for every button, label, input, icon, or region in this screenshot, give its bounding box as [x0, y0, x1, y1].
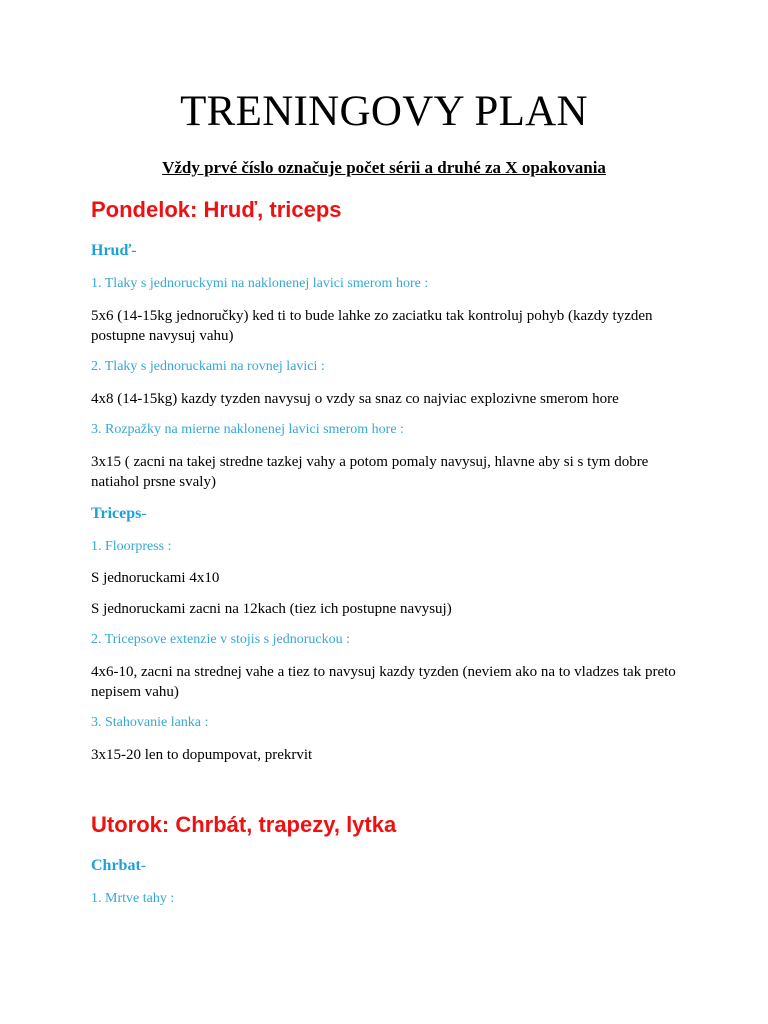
exercise-title: 1. Tlaky s jednoruckymi na naklonenej lavici smerom hore : — [91, 276, 429, 291]
exercise-note: 5x6 (14-15kg jednoručky) ked ti to bude lahke zo zaciatku tak kontroluj pohyb (kazdy tyzden postupne navysuj vahu) — [91, 308, 653, 344]
exercise-title: 3. Rozpažky na mierne naklonenej lavici smerom hore : — [91, 422, 404, 437]
group-name: Hruď — [91, 242, 132, 259]
exercise-note: S jednoruckami 4x10 — [91, 570, 220, 586]
day-heading-pondelok: Pondelok: Hruď, triceps — [91, 197, 342, 222]
exercise-note: S jednoruckami zacni na 12kach (tiez ich postupne navysuj) — [91, 601, 452, 617]
group-name: Triceps — [91, 505, 142, 522]
group-name: Chrbat — [91, 857, 141, 874]
exercise-note: 3x15 ( zacni na takej stredne tazkej vahy a potom pomaly navysuj, hlavne aby si s tym dobre natiahol prsne svaly) — [91, 454, 649, 490]
day-heading-utorok: Utorok: Chrbát, trapezy, lytka — [91, 812, 397, 837]
exercise-title: 1. Mrtve tahy : — [91, 891, 175, 906]
group-suffix: - — [131, 242, 137, 259]
group-suffix: - — [140, 857, 147, 874]
page-title: TRENINGOVY PLAN — [180, 88, 588, 135]
page-subtitle: Vždy prvé číslo označuje počet sérii a druhé za X opakovania — [162, 158, 606, 177]
exercise-note: 4x8 (14-15kg) kazdy tyzden navysuj o vzdy sa snaz co najviac explozivne smerom hore — [91, 391, 619, 407]
exercise-title: 2. Tlaky s jednoruckami na rovnej lavici : — [91, 359, 325, 374]
exercise-title: 1. Floorpress : — [91, 539, 172, 554]
group-heading-hrud — [91, 241, 137, 261]
exercise-note: 4x6-10, zacni na strednej vahe a tiez to navysuj kazdy tyzden (neviem ako na to vladzes tak preto nepisem vahu) — [91, 664, 676, 700]
exercise-title: 3. Stahovanie lanka : — [91, 715, 209, 730]
group-heading-chrbat — [91, 856, 146, 876]
exercise-title: 2. Tricepsove extenzie v stojis s jednoruckou : — [91, 632, 350, 647]
group-suffix: - — [141, 505, 147, 522]
group-heading-triceps — [91, 504, 147, 524]
exercise-note: 3x15-20 len to dopumpovat, prekrvit — [91, 747, 313, 763]
